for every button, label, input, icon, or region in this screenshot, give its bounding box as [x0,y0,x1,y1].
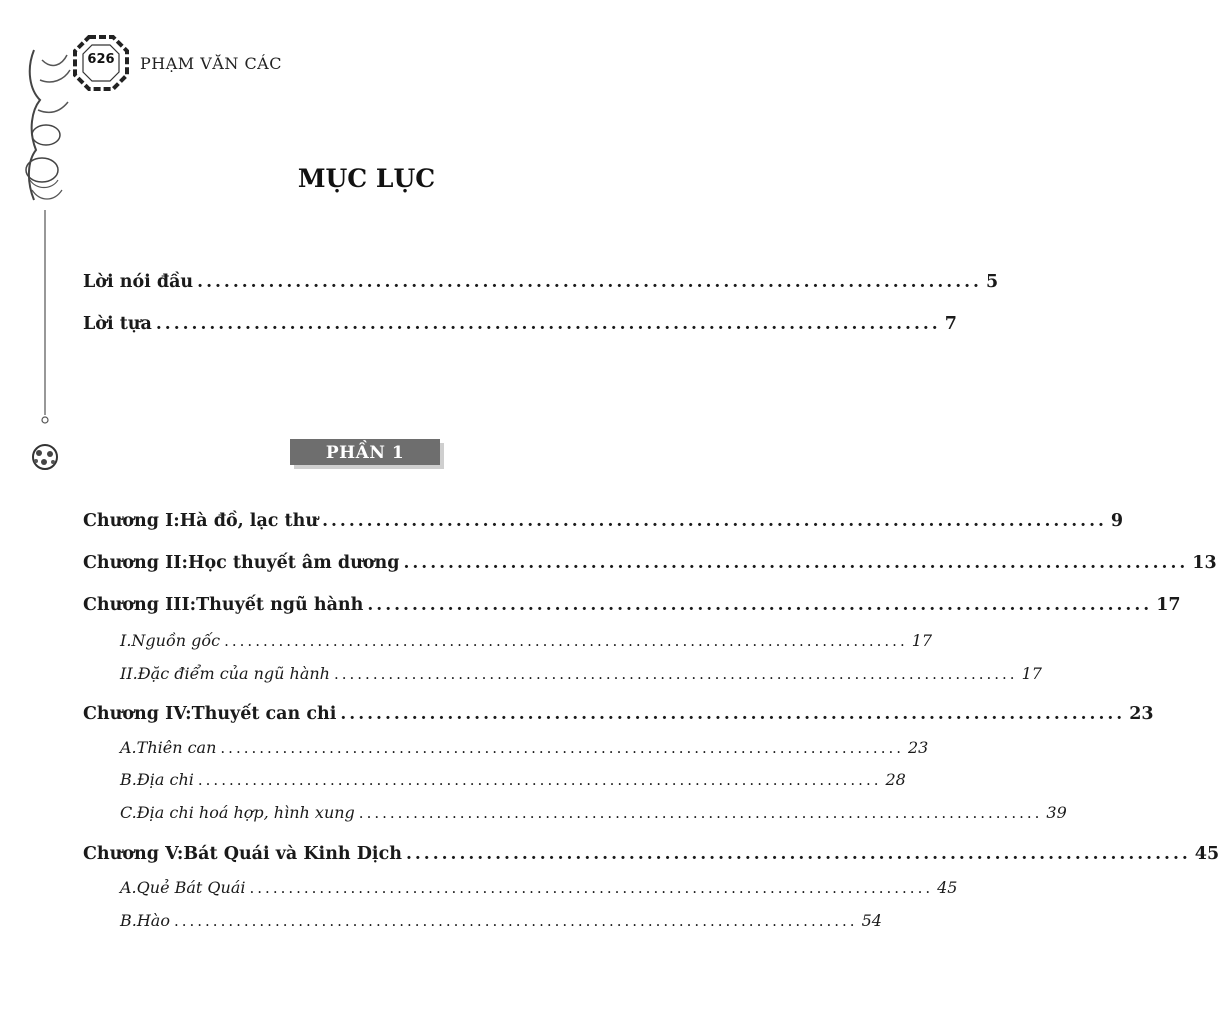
subsection-title: Hào [136,911,170,930]
subsection-label: II. [120,664,138,683]
leader-dots: ........................................................................................ [197,272,982,292]
chapter-label: Chương I: [83,511,180,531]
section-label: PHẦN 1 [325,443,405,463]
chapter-title: Bát Quái và Kinh Dịch [183,844,402,864]
leader-dots: ........................................................................................ [403,553,1189,573]
toc-page-number: 17 [1156,595,1181,615]
toc-chapter-row [83,595,1181,615]
chapter-label: Chương III: [83,595,197,615]
toc-page-number: 54 [861,911,882,930]
phoenix-ornament-icon [22,40,72,480]
leader-dots: ........................................................................................ [224,632,908,650]
subsection-label: C. [120,803,137,822]
toc-subsection-row [120,770,906,789]
leader-dots: ........................................................................................ [155,314,941,334]
toc-page-number: 17 [1021,664,1042,683]
subsection-label: I. [120,631,132,650]
page-title: MỤC LỤC [297,164,436,193]
toc-page-number: 17 [911,631,933,650]
toc-entry-foreword [83,272,999,292]
toc-page-number: 39 [1046,803,1067,822]
leader-dots: ........................................................................................ [220,739,904,757]
subsection-title: Địa chi [136,770,194,789]
leader-dots: ........................................................................................ [340,704,1126,724]
toc-entry-text: Lời tựa [83,314,152,334]
leader-dots: ........................................................................................ [405,844,1191,864]
toc-subsection-row [120,664,1042,683]
toc-page-number: 5 [985,272,999,292]
toc-chapter-row [83,844,1219,864]
toc-page-number: 23 [1129,704,1154,724]
subsection-label: A. [120,878,137,897]
toc-chapter-row [83,704,1154,724]
subsection-label: A. [120,738,137,757]
chapter-title: Hà đồ, lạc thư [179,511,319,531]
leader-dots: ........................................................................................ [333,665,1018,683]
author-header: PHẠM VĂN CÁC [140,54,282,73]
chapter-label: Chương IV: [83,704,192,724]
toc-chapter-row [83,553,1217,573]
toc-page-number: 23 [908,738,929,757]
leader-dots: ........................................................................................ [358,804,1043,822]
leader-dots: ........................................................................................ [197,771,882,789]
toc-page-number: 28 [885,770,906,789]
toc-subsection-row [120,878,958,897]
leader-dots: ........................................................................................ [367,595,1153,615]
subsection-title: Nguồn gốc [131,631,221,650]
subsection-title: Quẻ Bát Quái [136,878,246,897]
chapter-label: Chương II: [83,553,188,573]
chapter-title: Học thuyết âm dương [187,553,400,573]
subsection-label: B. [120,911,137,930]
leader-dots: ........................................................................................ [173,912,858,930]
page-number: 626 [87,52,115,67]
toc-subsection-row [120,803,1067,822]
subsection-title: Địa chi hoá hợp, hình xung [136,803,355,822]
toc-entry-text: Lời nói đầu [83,272,194,292]
toc-subsection-row [120,911,882,930]
toc-page-number: 13 [1192,553,1217,573]
toc-page-number: 7 [944,314,957,334]
toc-page-number: 45 [937,878,958,897]
subsection-label: B. [120,770,137,789]
leader-dots: ........................................................................................ [322,511,1107,531]
subsection-title: Thiên can [136,738,217,757]
toc-page-number: 9 [1110,511,1124,531]
toc-page-number: 45 [1194,844,1219,864]
toc-chapter-row [83,511,1124,531]
chapter-title: Thuyết ngũ hành [196,595,364,615]
chapter-label: Chương V: [83,844,184,864]
toc-subsection-row [120,738,929,757]
toc-entry-preface [83,314,957,334]
toc-subsection-row [120,631,933,650]
leader-dots: ........................................................................................ [249,879,934,897]
subsection-title: Đặc điểm của ngũ hành [137,664,330,683]
chapter-title: Thuyết can chi [191,704,337,724]
